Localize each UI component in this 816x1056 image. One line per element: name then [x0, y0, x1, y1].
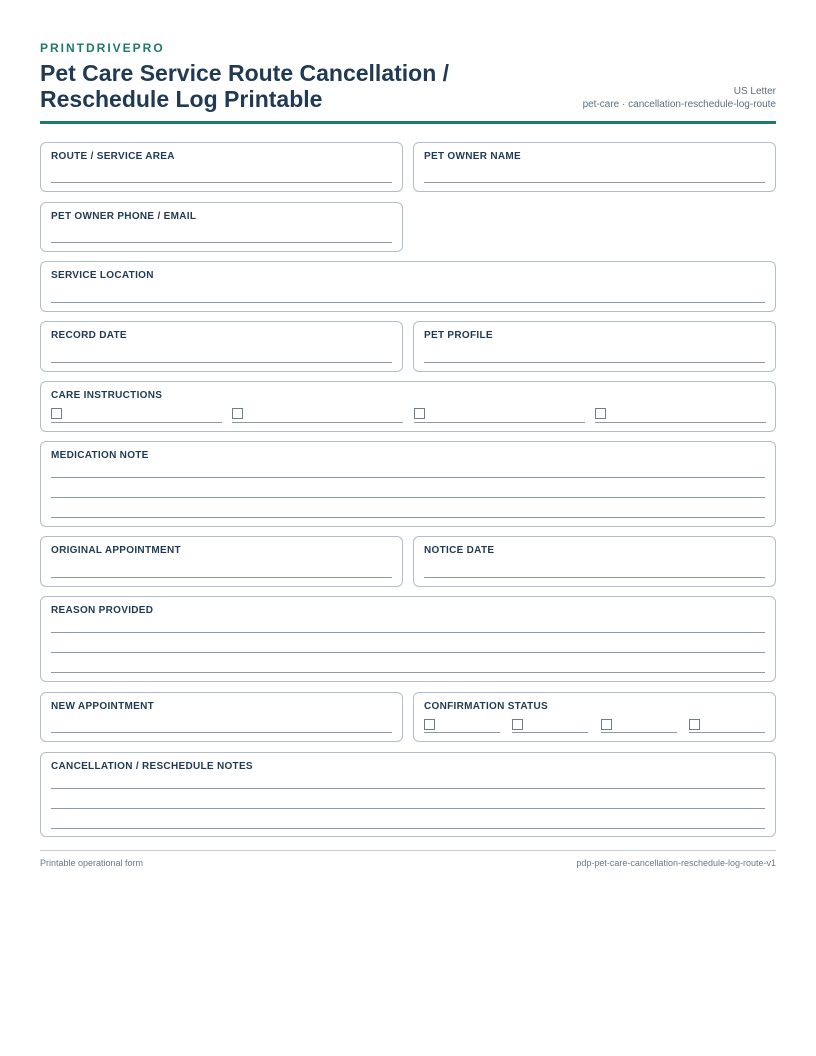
medication-note-line-2[interactable]: [51, 497, 765, 498]
notice-date-field[interactable]: [413, 536, 776, 587]
original-appointment-line[interactable]: [51, 577, 392, 578]
care-option-3[interactable]: [414, 408, 585, 423]
original-appointment-field[interactable]: [40, 536, 403, 587]
form-id: pdp-pet-care-cancellation-reschedule-log-route-v1: [576, 858, 776, 868]
document-slug: pet-care · cancellation-reschedule-log-route: [582, 99, 776, 110]
medication-note-line-1[interactable]: [51, 477, 765, 478]
care-option-2[interactable]: [232, 408, 403, 423]
new-appointment-line[interactable]: [51, 732, 392, 733]
care-option-2-line[interactable]: [232, 422, 403, 423]
original-appointment-label: ORIGINAL APPOINTMENT: [51, 545, 181, 556]
owner-contact-field[interactable]: [40, 202, 403, 252]
reason-provided-line-3[interactable]: [51, 672, 765, 673]
care-checkbox-1[interactable]: [51, 408, 62, 419]
pet-profile-field[interactable]: [413, 321, 776, 372]
medication-note-label: MEDICATION NOTE: [51, 450, 149, 461]
page-title: Pet Care Service Route Cancellation / Reschedule Log Printable: [40, 60, 450, 112]
confirmation-option-4-line[interactable]: [689, 732, 765, 733]
care-option-3-line[interactable]: [414, 422, 585, 423]
paper-size-label: US Letter: [733, 86, 776, 97]
pet-profile-line[interactable]: [424, 362, 765, 363]
record-date-field[interactable]: [40, 321, 403, 372]
medication-note-line-3[interactable]: [51, 517, 765, 518]
confirmation-option-4[interactable]: [689, 719, 765, 733]
confirmation-checkbox-3[interactable]: [601, 719, 612, 730]
care-option-4-line[interactable]: [595, 422, 766, 423]
confirmation-option-2[interactable]: [512, 719, 588, 733]
owner-contact-line[interactable]: [51, 242, 392, 243]
service-location-label: SERVICE LOCATION: [51, 270, 154, 281]
care-option-1-line[interactable]: [51, 422, 222, 423]
route-area-line[interactable]: [51, 182, 392, 183]
reason-provided-line-1[interactable]: [51, 632, 765, 633]
reason-provided-line-2[interactable]: [51, 652, 765, 653]
route-area-field[interactable]: [40, 142, 403, 192]
care-checkbox-4[interactable]: [595, 408, 606, 419]
confirmation-checkbox-1[interactable]: [424, 719, 435, 730]
care-instructions-field: [40, 381, 776, 432]
confirmation-option-3[interactable]: [601, 719, 677, 733]
confirmation-option-2-line[interactable]: [512, 732, 588, 733]
notice-date-label: NOTICE DATE: [424, 545, 495, 556]
confirmation-option-1-line[interactable]: [424, 732, 500, 733]
confirmation-status-field: [413, 692, 776, 742]
route-area-label: ROUTE / SERVICE AREA: [51, 151, 175, 162]
care-instructions-label: CARE INSTRUCTIONS: [51, 390, 163, 401]
confirmation-option-1[interactable]: [424, 719, 500, 733]
confirmation-option-3-line[interactable]: [601, 732, 677, 733]
owner-name-field[interactable]: [413, 142, 776, 192]
record-date-line[interactable]: [51, 362, 392, 363]
reason-provided-field[interactable]: [40, 596, 776, 682]
notes-line-3[interactable]: [51, 828, 765, 829]
new-appointment-label: NEW APPOINTMENT: [51, 701, 155, 712]
owner-name-label: PET OWNER NAME: [424, 151, 521, 162]
service-location-field[interactable]: [40, 261, 776, 312]
notes-line-1[interactable]: [51, 788, 765, 789]
confirmation-checkbox-2[interactable]: [512, 719, 523, 730]
medication-note-field[interactable]: [40, 441, 776, 527]
care-option-1[interactable]: [51, 408, 222, 423]
care-checkbox-2[interactable]: [232, 408, 243, 419]
brand-name: PRINTDRIVEPRO: [40, 41, 165, 55]
notice-date-line[interactable]: [424, 577, 765, 578]
owner-name-line[interactable]: [424, 182, 765, 183]
confirmation-status-label: CONFIRMATION STATUS: [424, 701, 549, 712]
service-location-line[interactable]: [51, 302, 765, 303]
confirmation-checkbox-4[interactable]: [689, 719, 700, 730]
notes-label: CANCELLATION / RESCHEDULE NOTES: [51, 761, 253, 772]
new-appointment-field[interactable]: [40, 692, 403, 742]
document-meta: [583, 85, 776, 111]
owner-contact-label: PET OWNER PHONE / EMAIL: [51, 211, 197, 222]
notes-line-2[interactable]: [51, 808, 765, 809]
notes-field[interactable]: [40, 752, 776, 837]
care-checkbox-3[interactable]: [414, 408, 425, 419]
care-option-4[interactable]: [595, 408, 766, 423]
header-divider: [40, 121, 776, 124]
record-date-label: RECORD DATE: [51, 330, 127, 341]
footer-divider: [40, 850, 776, 851]
footer-label: Printable operational form: [40, 858, 144, 868]
pet-profile-label: PET PROFILE: [424, 330, 493, 341]
reason-provided-label: REASON PROVIDED: [51, 605, 154, 616]
